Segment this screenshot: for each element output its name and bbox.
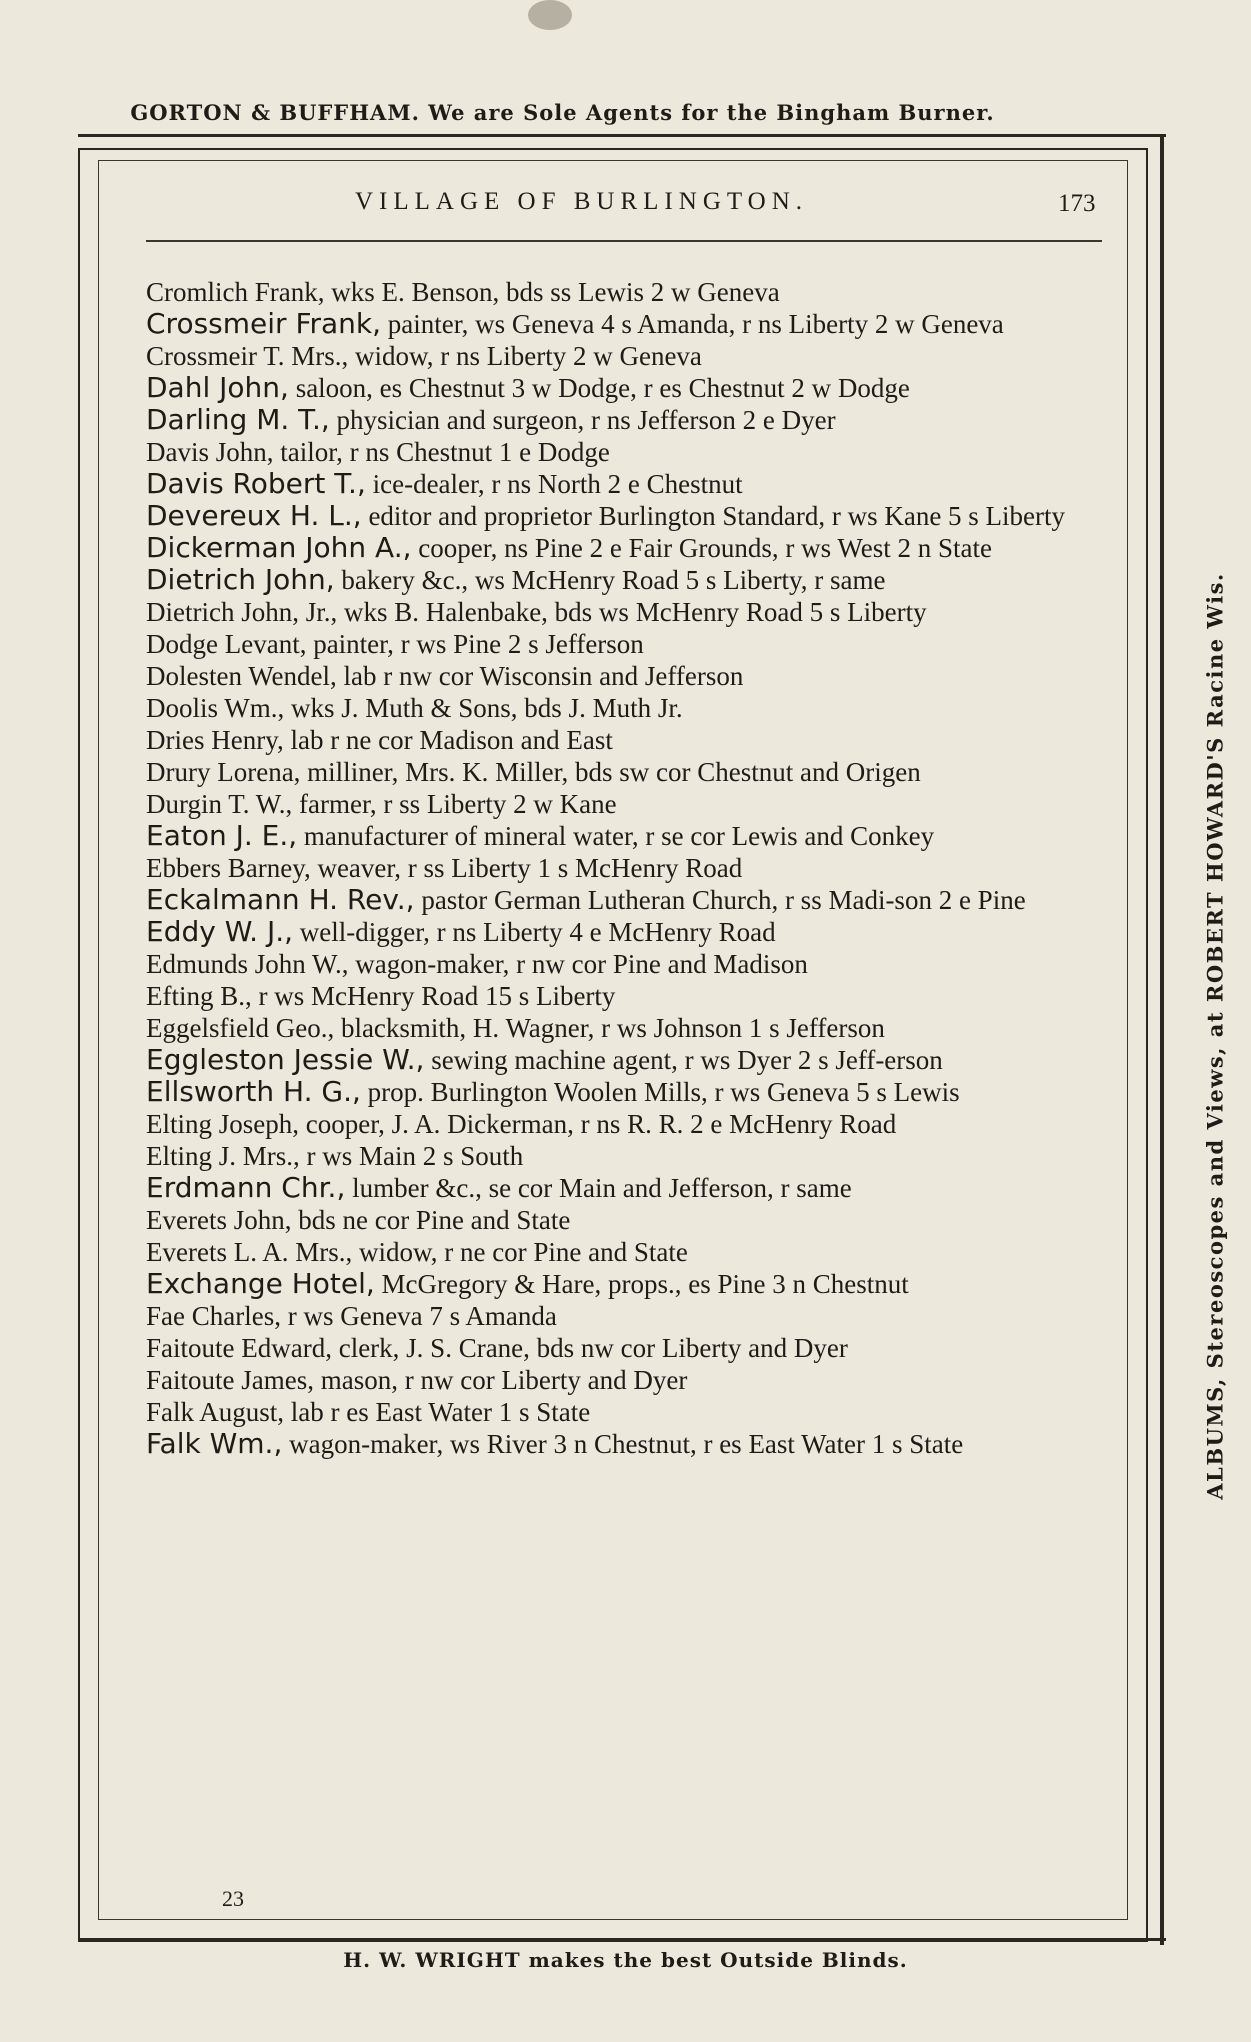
entry-name: Davis Robert T., [146,467,366,500]
bottom-advertisement: H. W. WRIGHT makes the best Outside Blinds. [343,1948,908,1972]
directory-entry [146,820,1102,852]
bottom-rule [78,1938,1166,1941]
top-advertisement: GORTON & BUFFHAM. We are Sole Agents for the Bingham Burner. [130,100,995,125]
entry-name: Falk Wm., [146,1427,283,1460]
directory-entry [146,1172,1102,1204]
directory-entry [146,692,1102,724]
directory-entry [146,1268,1102,1300]
header-rule [146,240,1102,242]
frame-right-rule [1160,137,1164,1945]
directory-entry [146,1332,1102,1364]
top-rule [78,134,1166,137]
entry-name: Dietrich John, [146,563,335,596]
entry-text: well-digger, r ns Liberty 4 e McHenry Road [293,917,776,947]
entry-text: Dries Henry, lab r ne cor Madison and East [146,725,613,755]
directory-entry [146,1364,1102,1396]
directory-entry [146,500,1102,532]
directory-entry [146,468,1102,500]
directory-entry [146,628,1102,660]
directory-entry [146,1236,1102,1268]
entry-text: Falk August, lab r es East Water 1 s State [146,1397,591,1427]
ink-smudge [528,0,572,30]
entry-text: pastor German Lutheran Church, r ss Madi-son 2 e Pine [414,885,1026,915]
entry-text: cooper, ns Pine 2 e Fair Grounds, r ws West 2 n State [411,533,992,563]
entry-text: manufacturer of mineral water, r se cor Lewis and Conkey [297,821,935,851]
directory-entry [146,980,1102,1012]
directory-entry [146,532,1102,564]
entry-text: sewing machine agent, r ws Dyer 2 s Jeff-erson [424,1045,943,1075]
entry-text: wagon-maker, ws River 3 n Chestnut, r es East Water 1 s State [282,1429,964,1459]
directory-entry [146,1076,1102,1108]
directory-entry [146,1140,1102,1172]
directory-entry [146,1300,1102,1332]
directory-entry [146,308,1102,340]
directory-entry [146,404,1102,436]
directory-entry [146,724,1102,756]
entry-text: physician and surgeon, r ns Jefferson 2 e Dyer [329,405,836,435]
entry-text: Everets John, bds ne cor Pine and State [146,1205,571,1235]
entry-name: Exchange Hotel, [146,1267,375,1300]
directory-entry [146,788,1102,820]
running-head: VILLAGE OF BURLINGTON. [355,188,809,215]
entry-name: Devereux H. L., [146,499,362,532]
page-number: 173 [1058,190,1096,217]
directory-entry [146,916,1102,948]
entry-text: Everets L. A. Mrs., widow, r ne cor Pine and State [146,1237,688,1267]
directory-entry [146,1108,1102,1140]
entry-text: Dolesten Wendel, lab r nw cor Wisconsin and Jefferson [146,661,744,691]
entry-text: Elting Joseph, cooper, J. A. Dickerman, r ns R. R. 2 e McHenry Road [146,1109,897,1139]
entry-text: Elting J. Mrs., r ws Main 2 s South [146,1141,524,1171]
entry-text: McGregory & Hare, props., es Pine 3 n Chestnut [374,1269,909,1299]
directory-entry [146,276,1102,308]
entry-text: Ebbers Barney, weaver, r ss Liberty 1 s McHenry Road [146,853,743,883]
entry-text: ice-dealer, r ns North 2 e Chestnut [365,469,743,499]
entry-text: Crossmeir T. Mrs., widow, r ns Liberty 2 w Geneva [146,341,702,371]
entry-text: painter, ws Geneva 4 s Amanda, r ns Liberty 2 w Geneva [381,309,1004,339]
entry-name: Erdmann Chr., [146,1171,346,1204]
directory-entry [146,340,1102,372]
entry-text: Doolis Wm., wks J. Muth & Sons, bds J. Muth Jr. [146,693,683,723]
entry-text: Edmunds John W., wagon-maker, r nw cor Pine and Madison [146,949,808,979]
entry-name: Eddy W. J., [146,915,294,948]
entry-text: lumber &c., se cor Main and Jefferson, r same [345,1173,852,1203]
entry-text: Faitoute Edward, clerk, J. S. Crane, bds nw cor Liberty and Dyer [146,1333,848,1363]
entry-text: Dietrich John, Jr., wks B. Halenbake, bds ws McHenry Road 5 s Liberty [146,597,927,627]
directory-entry [146,372,1102,404]
directory-entry [146,1012,1102,1044]
entry-name: Darling M. T., [146,403,330,436]
directory-entry [146,1044,1102,1076]
directory-entry [146,756,1102,788]
entry-text: Efting B., r ws McHenry Road 15 s Liberty [146,981,616,1011]
entry-name: Dickerman John A., [146,531,412,564]
entry-text: Faitoute James, mason, r nw cor Liberty and Dyer [146,1365,688,1395]
entry-text: bakery &c., ws McHenry Road 5 s Liberty, r same [334,565,886,595]
entry-text: Cromlich Frank, wks E. Benson, bds ss Lewis 2 w Geneva [146,277,780,307]
entry-name: Eggleston Jessie W., [146,1043,425,1076]
entry-text: Eggelsfield Geo., blacksmith, H. Wagner, r ws Johnson 1 s Jefferson [146,1013,885,1043]
entry-text: saloon, es Chestnut 3 w Dodge, r es Chestnut 2 w Dodge [288,373,910,403]
directory-entry [146,852,1102,884]
directory-entry [146,1204,1102,1236]
entry-text: prop. Burlington Woolen Mills, r ws Geneva 5 s Lewis [360,1077,960,1107]
entry-name: Dahl John, [146,371,289,404]
directory-entry [146,1396,1102,1428]
directory-entry [146,660,1102,692]
directory-entry [146,1428,1102,1460]
entry-text: editor and proprietor Burlington Standard, r ws Kane 5 s Liberty [361,501,1066,531]
entry-name: Eckalmann H. Rev., [146,883,415,916]
entry-text: Dodge Levant, painter, r ws Pine 2 s Jefferson [146,629,644,659]
signature-mark: 23 [222,1886,244,1911]
directory-entry [146,564,1102,596]
entry-text: Drury Lorena, milliner, Mrs. K. Miller, bds sw cor Chestnut and Origen [146,757,921,787]
entry-text: Durgin T. W., farmer, r ss Liberty 2 w Kane [146,789,617,819]
entry-name: Ellsworth H. G., [146,1075,361,1108]
directory-entry [146,436,1102,468]
directory-entries [146,276,1102,1460]
side-advertisement: ALBUMS, Stereoscopes and Views, at ROBERT HOWARD'S Racine Wis. [1202,572,1228,1500]
entry-text: Fae Charles, r ws Geneva 7 s Amanda [146,1301,557,1331]
entry-name: Eaton J. E., [146,819,298,852]
directory-entry [146,948,1102,980]
directory-entry [146,884,1102,916]
directory-entry [146,596,1102,628]
entry-text: Davis John, tailor, r ns Chestnut 1 e Dodge [146,437,610,467]
entry-name: Crossmeir Frank, [146,307,382,340]
